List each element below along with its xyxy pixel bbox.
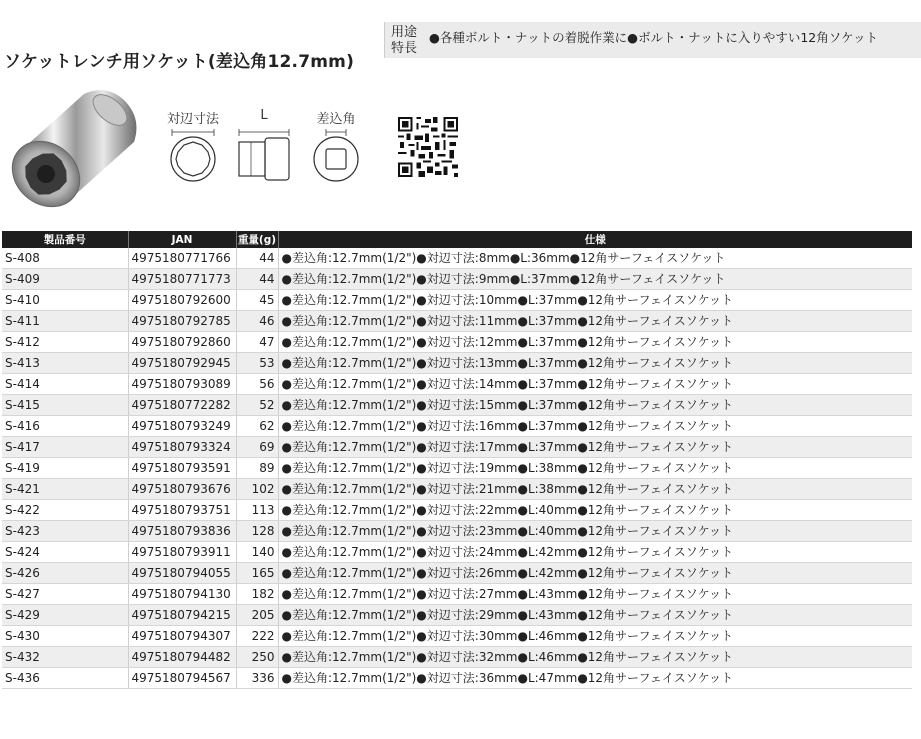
product-code-cell: S-427 <box>2 584 128 605</box>
table-row <box>2 332 912 353</box>
product-code-cell: S-430 <box>2 626 128 647</box>
weight-cell: 205 <box>236 605 278 626</box>
product-code-cell: S-412 <box>2 332 128 353</box>
product-code-cell: S-432 <box>2 647 128 668</box>
product-code-cell: S-422 <box>2 500 128 521</box>
jan-cell: 4975180793911 <box>128 542 236 563</box>
spec-cell: ●差込角:12.7mm(1/2")●対辺寸法:15mm●L:37mm●12角サーフェイスソケット <box>278 395 912 416</box>
weight-cell: 46 <box>236 311 278 332</box>
table-row <box>2 395 912 416</box>
jan-cell: 4975180793089 <box>128 374 236 395</box>
drive-diagram <box>305 108 367 188</box>
header-spec: 仕様 <box>278 231 912 248</box>
product-code-cell: S-423 <box>2 521 128 542</box>
spec-cell: ●差込角:12.7mm(1/2")●対辺寸法:16mm●L:37mm●12角サーフェイスソケット <box>278 416 912 437</box>
product-code-cell: S-417 <box>2 437 128 458</box>
product-code-cell: S-429 <box>2 605 128 626</box>
spec-cell: ●差込角:12.7mm(1/2")●対辺寸法:21mm●L:38mm●12角サーフェイスソケット <box>278 479 912 500</box>
spec-cell: ●差込角:12.7mm(1/2")●対辺寸法:30mm●L:46mm●12角サーフェイスソケット <box>278 626 912 647</box>
jan-cell: 4975180772282 <box>128 395 236 416</box>
jan-cell: 4975180793836 <box>128 521 236 542</box>
spec-cell: ●差込角:12.7mm(1/2")●対辺寸法:14mm●L:37mm●12角サーフェイスソケット <box>278 374 912 395</box>
product-code-cell: S-411 <box>2 311 128 332</box>
jan-cell: 4975180792600 <box>128 290 236 311</box>
length-label: L <box>260 108 268 123</box>
weight-cell: 56 <box>236 374 278 395</box>
spec-cell: ●差込角:12.7mm(1/2")●対辺寸法:13mm●L:37mm●12角サーフェイスソケット <box>278 353 912 374</box>
jan-cell: 4975180794307 <box>128 626 236 647</box>
qr-code-icon[interactable] <box>398 117 458 177</box>
spec-cell: ●差込角:12.7mm(1/2")●対辺寸法:27mm●L:43mm●12角サーフェイスソケット <box>278 584 912 605</box>
spec-cell: ●差込角:12.7mm(1/2")●対辺寸法:36mm●L:47mm●12角サーフェイスソケット <box>278 668 912 689</box>
features-text: ●各種ボルト・ナットの着脱作業に●ボルト・ナットに入りやすい12角ソケット <box>429 30 878 45</box>
weight-cell: 113 <box>236 500 278 521</box>
jan-cell: 4975180771766 <box>128 248 236 269</box>
weight-cell: 182 <box>236 584 278 605</box>
table-header-row <box>2 231 912 248</box>
across-flats-label: 対辺寸法 <box>166 112 219 127</box>
jan-cell: 4975180771773 <box>128 269 236 290</box>
product-code-cell: S-410 <box>2 290 128 311</box>
spec-cell: ●差込角:12.7mm(1/2")●対辺寸法:29mm●L:43mm●12角サーフェイスソケット <box>278 605 912 626</box>
across-flats-diagram <box>162 108 224 188</box>
table-row <box>2 626 912 647</box>
table-row <box>2 668 912 689</box>
jan-cell: 4975180794215 <box>128 605 236 626</box>
product-code-cell: S-413 <box>2 353 128 374</box>
socket-product-image <box>6 86 146 214</box>
product-code-cell: S-415 <box>2 395 128 416</box>
table-row <box>2 437 912 458</box>
weight-cell: 140 <box>236 542 278 563</box>
table-row <box>2 269 912 290</box>
weight-cell: 44 <box>236 269 278 290</box>
jan-cell: 4975180794482 <box>128 647 236 668</box>
table-row <box>2 458 912 479</box>
weight-cell: 165 <box>236 563 278 584</box>
product-code-cell: S-419 <box>2 458 128 479</box>
spec-cell: ●差込角:12.7mm(1/2")●対辺寸法:17mm●L:37mm●12角サーフェイスソケット <box>278 437 912 458</box>
header-product-code: 製品番号 <box>2 231 128 248</box>
table-row <box>2 605 912 626</box>
weight-cell: 102 <box>236 479 278 500</box>
jan-cell: 4975180793249 <box>128 416 236 437</box>
page-title: ソケットレンチ用ソケット(差込角12.7mm) <box>4 52 355 72</box>
length-diagram <box>233 108 295 188</box>
spec-cell: ●差込角:12.7mm(1/2")●対辺寸法:12mm●L:37mm●12角サーフェイスソケット <box>278 332 912 353</box>
spec-cell: ●差込角:12.7mm(1/2")●対辺寸法:23mm●L:40mm●12角サーフェイスソケット <box>278 521 912 542</box>
jan-cell: 4975180794567 <box>128 668 236 689</box>
weight-cell: 336 <box>236 668 278 689</box>
table-row <box>2 500 912 521</box>
weight-cell: 222 <box>236 626 278 647</box>
jan-cell: 4975180792860 <box>128 332 236 353</box>
socket-front-icon <box>162 126 224 188</box>
table-row <box>2 521 912 542</box>
spec-cell: ●差込角:12.7mm(1/2")●対辺寸法:32mm●L:46mm●12角サーフェイスソケット <box>278 647 912 668</box>
table-row <box>2 311 912 332</box>
jan-cell: 4975180794055 <box>128 563 236 584</box>
socket-side-icon <box>233 126 295 188</box>
weight-cell: 44 <box>236 248 278 269</box>
features-label: 用途 特長 <box>391 25 418 56</box>
spec-cell: ●差込角:12.7mm(1/2")●対辺寸法:19mm●L:38mm●12角サーフェイスソケット <box>278 458 912 479</box>
product-code-cell: S-416 <box>2 416 128 437</box>
spec-cell: ●差込角:12.7mm(1/2")●対辺寸法:10mm●L:37mm●12角サーフェイスソケット <box>278 290 912 311</box>
jan-cell: 4975180792945 <box>128 353 236 374</box>
spec-cell: ●差込角:12.7mm(1/2")●対辺寸法:9mm●L:37mm●12角サーフェイスソケット <box>278 269 912 290</box>
spec-cell: ●差込角:12.7mm(1/2")●対辺寸法:22mm●L:40mm●12角サーフェイスソケット <box>278 500 912 521</box>
table-row <box>2 542 912 563</box>
product-code-cell: S-409 <box>2 269 128 290</box>
weight-cell: 45 <box>236 290 278 311</box>
weight-cell: 53 <box>236 353 278 374</box>
product-code-cell: S-414 <box>2 374 128 395</box>
jan-cell: 4975180792785 <box>128 311 236 332</box>
weight-cell: 89 <box>236 458 278 479</box>
table-row <box>2 353 912 374</box>
weight-cell: 250 <box>236 647 278 668</box>
table-row <box>2 647 912 668</box>
drive-label: 差込角 <box>316 112 356 127</box>
jan-cell: 4975180793591 <box>128 458 236 479</box>
features-box <box>384 22 921 58</box>
product-code-cell: S-426 <box>2 563 128 584</box>
header-weight: 重量(g) <box>236 231 278 248</box>
table-row <box>2 374 912 395</box>
spec-cell: ●差込角:12.7mm(1/2")●対辺寸法:11mm●L:37mm●12角サーフェイスソケット <box>278 311 912 332</box>
table-row <box>2 248 912 269</box>
weight-cell: 52 <box>236 395 278 416</box>
table-row <box>2 479 912 500</box>
table-row <box>2 563 912 584</box>
spec-cell: ●差込角:12.7mm(1/2")●対辺寸法:26mm●L:42mm●12角サーフェイスソケット <box>278 563 912 584</box>
weight-cell: 69 <box>236 437 278 458</box>
jan-cell: 4975180793676 <box>128 479 236 500</box>
weight-cell: 128 <box>236 521 278 542</box>
jan-cell: 4975180793324 <box>128 437 236 458</box>
product-code-cell: S-436 <box>2 668 128 689</box>
table-row <box>2 416 912 437</box>
spec-table <box>2 231 912 689</box>
weight-cell: 62 <box>236 416 278 437</box>
table-row <box>2 584 912 605</box>
product-code-cell: S-421 <box>2 479 128 500</box>
weight-cell: 47 <box>236 332 278 353</box>
spec-cell: ●差込角:12.7mm(1/2")●対辺寸法:8mm●L:36mm●12角サーフェイスソケット <box>278 248 912 269</box>
header-jan: JAN <box>128 231 236 248</box>
jan-cell: 4975180794130 <box>128 584 236 605</box>
spec-cell: ●差込角:12.7mm(1/2")●対辺寸法:24mm●L:42mm●12角サーフェイスソケット <box>278 542 912 563</box>
socket-back-icon <box>305 126 367 188</box>
product-code-cell: S-408 <box>2 248 128 269</box>
product-code-cell: S-424 <box>2 542 128 563</box>
jan-cell: 4975180793751 <box>128 500 236 521</box>
table-row <box>2 290 912 311</box>
